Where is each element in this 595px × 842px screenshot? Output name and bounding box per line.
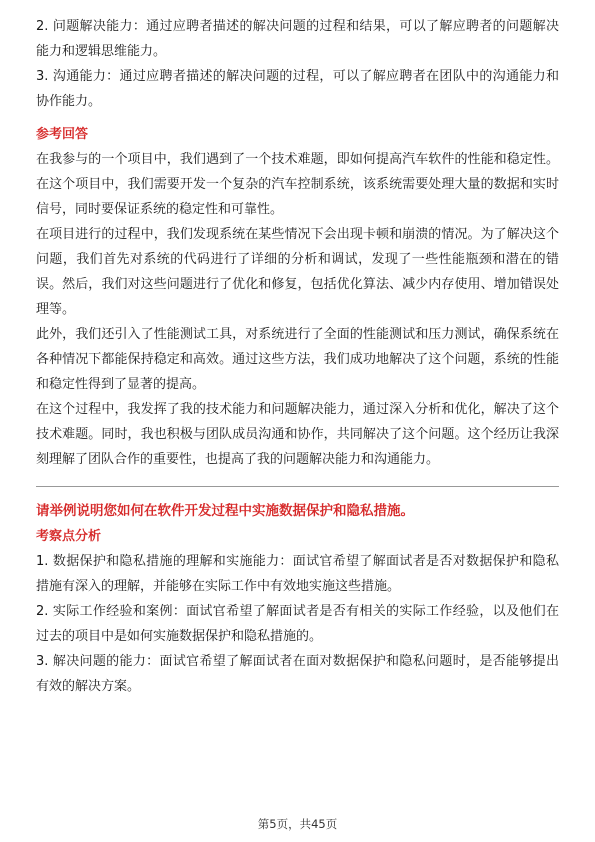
list-item: 3. 沟通能力：通过应聘者描述的解决问题的过程，可以了解应聘者在团队中的沟通能力和协作能力。: [36, 69, 559, 109]
section-divider: [36, 486, 559, 487]
analysis-heading: 考察点分析: [36, 529, 102, 544]
answer-paragraph: 在项目进行的过程中，我们发现系统在某些情况下会出现卡顿和崩溃的情况。为了解决这个问题，我们首先对系统的代码进行了详细的分析和调试，发现了一些性能瓶颈和潜在的错误。然后，我们对这些问题进行了优化和修复，包括优化算法、减少内存使用、增加错误处理等。: [36, 227, 559, 317]
page-number: 第5页，共45页: [257, 817, 338, 831]
list-item: 1. 数据保护和隐私措施的理解和实施能力：面试官希望了解面试者是否对数据保护和隐私措施有深入的理解，并能够在实际工作中有效地实施这些措施。: [36, 554, 559, 594]
document-page: [36, 14, 559, 699]
answer-heading: 参考回答: [36, 127, 89, 142]
answer-paragraph: 在我参与的一个项目中，我们遇到了一个技术难题，即如何提高汽车软件的性能和稳定性。在这个项目中，我们需要开发一个复杂的汽车控制系统，该系统需要处理大量的数据和实时信号，同时要保证系统的稳定性和可靠性。: [36, 152, 559, 217]
list-item: 3. 解决问题的能力：面试官希望了解面试者在面对数据保护和隐私问题时，是否能够提出有效的解决方案。: [36, 654, 559, 694]
list-item: 2. 问题解决能力：通过应聘者描述的解决问题的过程和结果，可以了解应聘者的问题解决能力和逻辑思维能力。: [36, 19, 559, 59]
answer-paragraph: 在这个过程中，我发挥了我的技术能力和问题解决能力，通过深入分析和优化，解决了这个技术难题。同时，我也积极与团队成员沟通和协作，共同解决了这个问题。这个经历让我深刻理解了团队合作的重要性，也提高了我的问题解决能力和沟通能力。: [36, 402, 559, 467]
answer-paragraph: 此外，我们还引入了性能测试工具，对系统进行了全面的性能测试和压力测试，确保系统在各种情况下都能保持稳定和高效。通过这些方法，我们成功地解决了这个问题，系统的性能和稳定性得到了显著的提高。: [36, 327, 559, 392]
list-item: 2. 实际工作经验和案例：面试官希望了解面试者是否有相关的实际工作经验，以及他们在过去的项目中是如何实施数据保护和隐私措施的。: [36, 604, 559, 644]
question-title: 请举例说明您如何在软件开发过程中实施数据保护和隐私措施。: [36, 503, 414, 519]
